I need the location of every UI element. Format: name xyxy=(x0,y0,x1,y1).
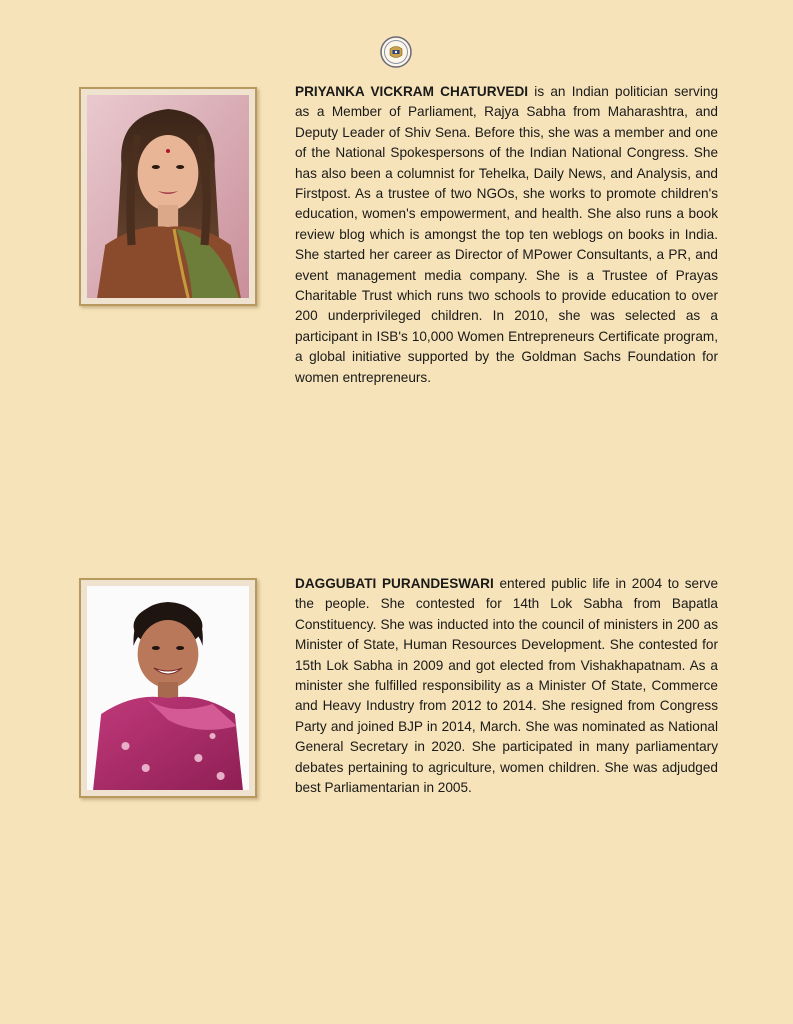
profile-bio-text: is an Indian politician serving as a Member of Parliament, Rajya Sabha from Maharashtra, and Deputy Leader of Shiv Sena. Before this, she was a member and one of the National Spokespersons of the Indian National Congress. She has also been a columnist for Tehelka, Daily News, and Analysis, and Firstpost. As a trustee of two NGOs, she works to promote children's education, women's empowerment, and health. She also runs a book review blog which is amongst the top ten weblogs on books in India. She started her career as Director of MPower Consultants, a PR, and event management media company. She is a Trustee of Prayas Charitable Trust which runs two schools to provide education to over 200 underprivileged children. In 2010, she was selected as a participant in ISB's 10,000 Women Entrepreneurs Certificate program, a global initiative supported by the Goldman Sachs Foundation for women entrepreneurs. xyxy=(295,84,718,385)
portrait-photo-woman-pink-saree-icon xyxy=(87,586,249,790)
profile-bio xyxy=(295,574,718,798)
portrait-photo-woman-saree-icon xyxy=(87,95,249,298)
profile-photo-frame xyxy=(79,87,257,306)
profile-bio xyxy=(295,82,718,388)
profile-name: PRIYANKA VICKRAM CHATURVEDI xyxy=(295,84,529,99)
profile-name: DAGGUBATI PURANDESWARI xyxy=(295,576,494,591)
profile-bio-text: entered public life in 2004 to serve the people. She contested for 14th Lok Sabha from Bapatla Constituency. She was inducted into the council of ministers in 200 as Minister of State, Human Resources Development. She contested for 15th Lok Sabha in 2009 and got elected from Vishakhapatnam. As a minister she fulfilled responsibility as a Minister Of State, Commerce and Heavy Industry from 2012 to 2014. She resigned from Congress Party and joined BJP in 2014, March. She was nominated as National General Secretary in 2020. She participated in many parliamentary debates pertaining to agriculture, women children. She was adjudged best Parliamentarian in 2005. xyxy=(295,576,719,796)
profile-photo-frame xyxy=(79,578,257,798)
emblem-seal-icon xyxy=(380,36,412,68)
